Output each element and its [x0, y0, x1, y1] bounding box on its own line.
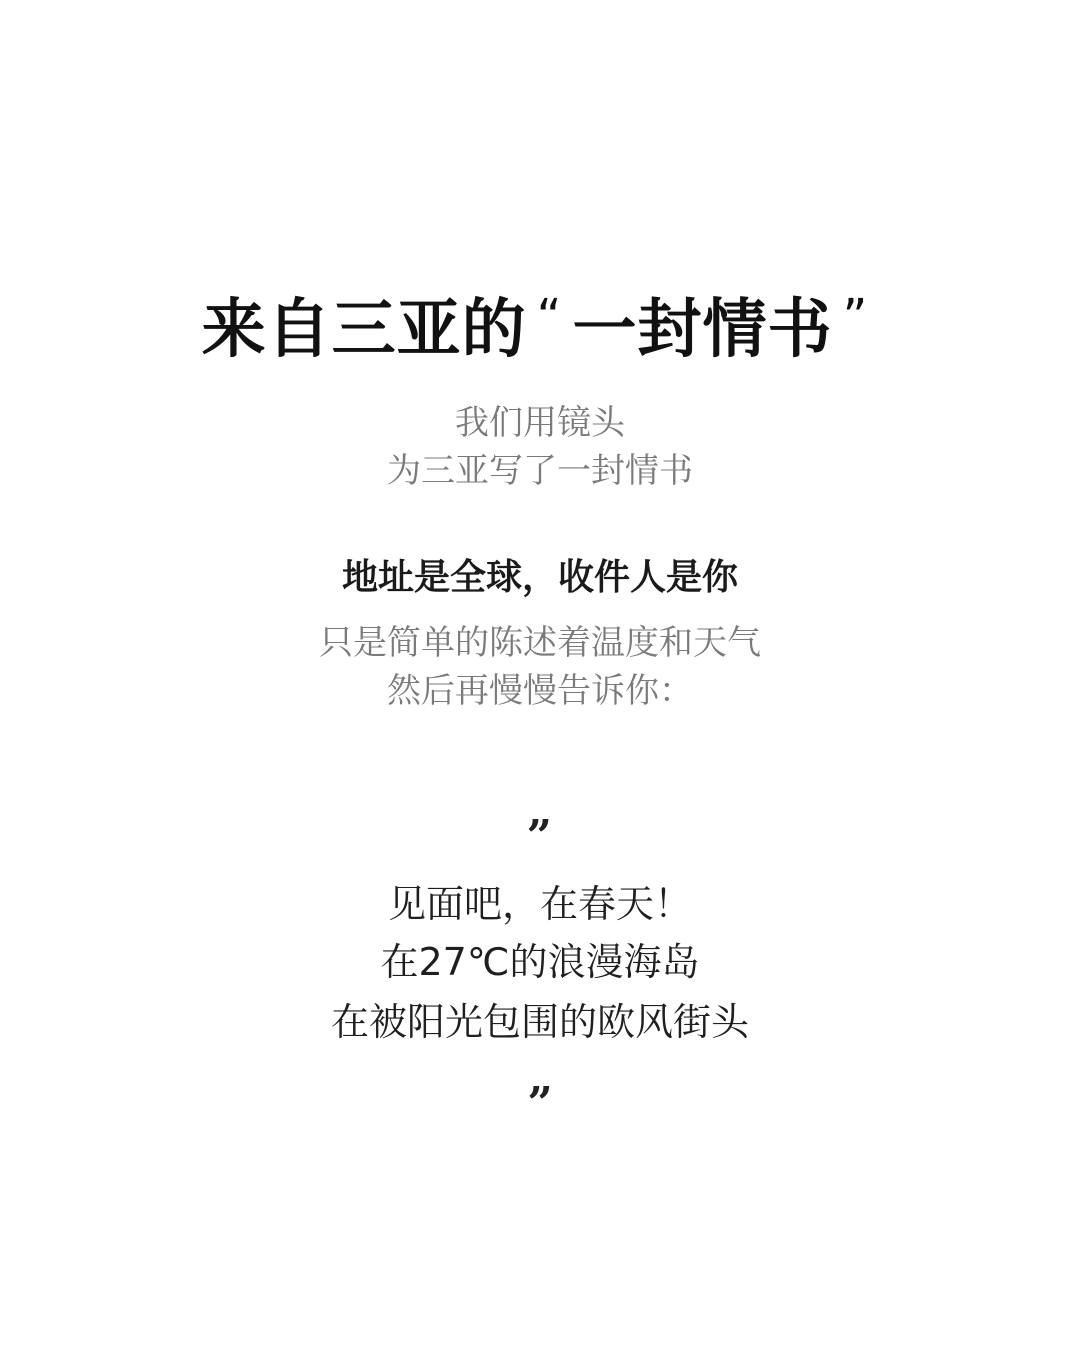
intro-line-1: 我们用镜头	[455, 403, 625, 443]
message-line-3: 在被阳光包围的欧风街头	[330, 1000, 749, 1044]
address-headline: 地址是全球，收件人是你	[341, 557, 738, 598]
open-quote-mark: „	[527, 786, 553, 837]
page-title	[0, 288, 1080, 377]
message-line-1: 见面吧，在春天！	[387, 882, 692, 926]
title-emphasis: 一封情书	[572, 293, 833, 367]
address-line-1: 只是简单的陈述着温度和天气	[319, 623, 761, 663]
address-line-2: 然后再慢慢告诉你：	[387, 671, 693, 711]
title-open-quote: “	[536, 289, 563, 345]
title-close-quote: ”	[842, 289, 869, 345]
intro-line-2: 为三亚写了一封情书	[387, 451, 693, 491]
title-main: 来自三亚的	[201, 293, 527, 367]
close-quote-mark: ”	[527, 1078, 553, 1129]
message-line-2: 在27℃的浪漫海岛	[380, 940, 700, 984]
